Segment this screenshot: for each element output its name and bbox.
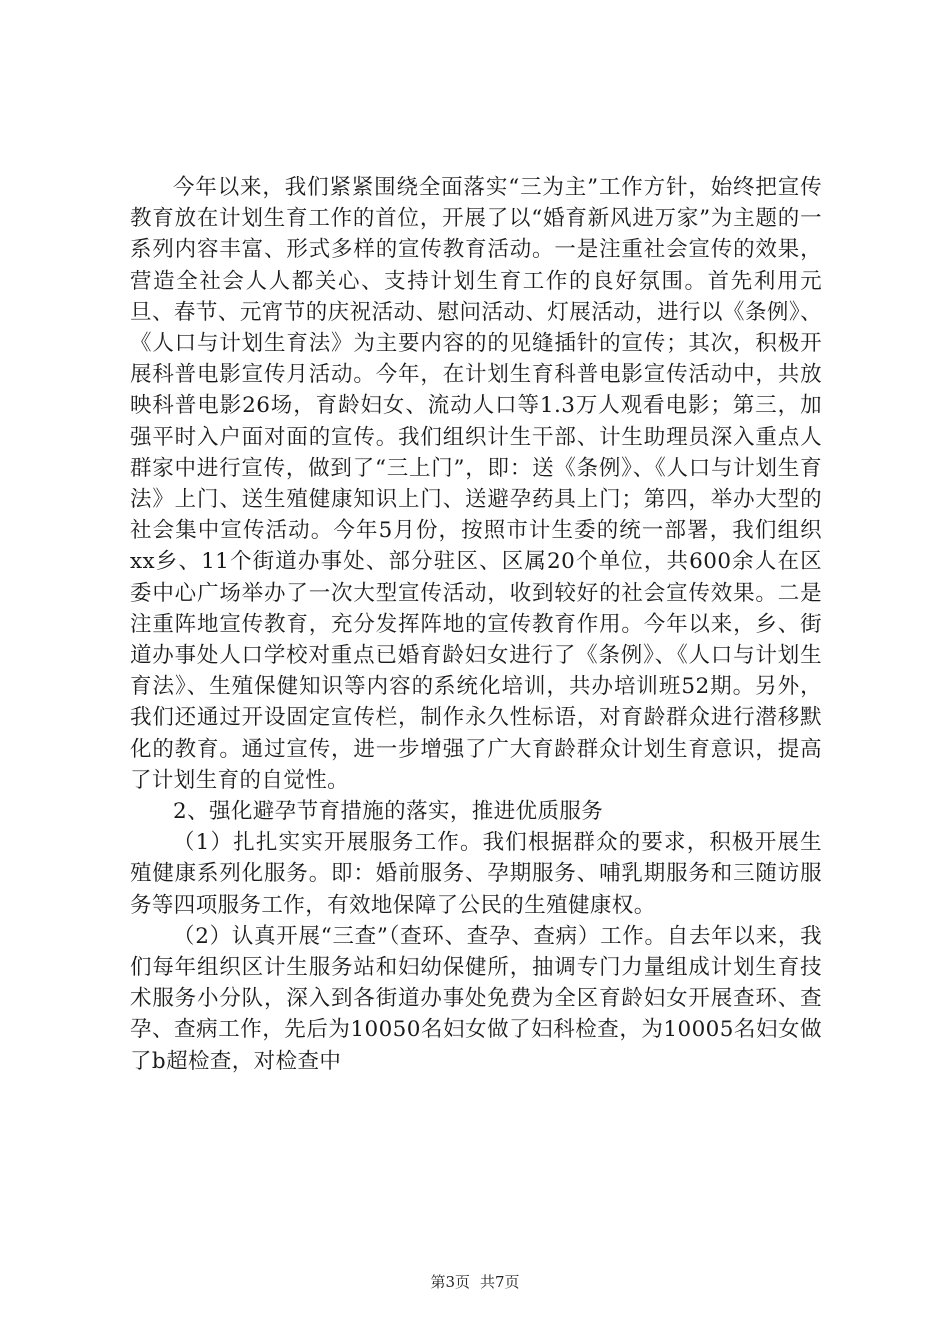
- paragraph-service-work: （1）扎扎实实开展服务工作。我们根据群众的要求，积极开展生殖健康系列化服务。即：婚前服务、孕期服务、哺乳期服务和三随访服务等四项服务工作，有效地保障了公民的生殖健康权。: [130, 830, 822, 918]
- paragraph-three-checks: （2）认真开展“三查”（查环、查孕、查病）工作。自去年以来，我们每年组织区计生服务站和妇幼保健所，抽调专门力量组成计划生育技术服务小分队，深入到各街道办事处免费为全区育龄妇女开展查环、查孕、查病工作，先后为10050名妇女做了妇科检查，为10005名妇女做了b超检查，对检查中: [130, 923, 822, 1074]
- page-number-current: 第3页: [430, 1273, 470, 1291]
- page-number-total: 共7页: [480, 1273, 520, 1291]
- page-footer: [0, 1271, 950, 1292]
- document-body: [130, 172, 822, 1077]
- paragraph-publicity-education: 今年以来，我们紧紧围绕全面落实“三为主”工作方针，始终把宣传教育放在计划生育工作的首位，开展了以“婚育新风进万家”为主题的一系列内容丰富、形式多样的宣传教育活动。一是注重社会宣传的效果，营造全社会人人都关心、支持计划生育工作的良好氛围。首先利用元旦、春节、元宵节的庆祝活动、慰问活动、灯展活动，进行以《条例》、《人口与计划生育法》为主要内容的的见缝插针的宣传；其次，积极开展科普电影宣传月活动。今年，在计划生育科普电影宣传活动中，共放映科普电影26场，育龄妇女、流动人口等1.3万人观看电影；第三，加强平时入户面对面的宣传。我们组织计生干部、计生助理员深入重点人群家中进行宣传，做到了“三上门”，即：送《条例》、《人口与计划生育法》上门、送生殖健康知识上门、送避孕药具上门；第四，举办大型的社会集中宣传活动。今年5月份，按照市计生委的统一部署，我们组织xx乡、11个街道办事处、部分驻区、区属20个单位，共600余人在区委中心广场举办了一次大型宣传活动，收到较好的社会宣传效果。二是注重阵地宣传教育，充分发挥阵地的宣传教育作用。今年以来，乡、街道办事处人口学校对重点已婚育龄妇女进行了《条例》、《人口与计划生育法》、生殖保健知识等内容的系统化培训，共办培训班52期。另外，我们还通过开设固定宣传栏，制作永久性标语，对育龄群众进行潜移默化的教育。通过宣传，进一步增强了广大育龄群众计划生育意识，提高了计划生育的自觉性。: [130, 175, 822, 793]
- section-heading-contraception: 2、强化避孕节育措施的落实，推进优质服务: [173, 799, 604, 825]
